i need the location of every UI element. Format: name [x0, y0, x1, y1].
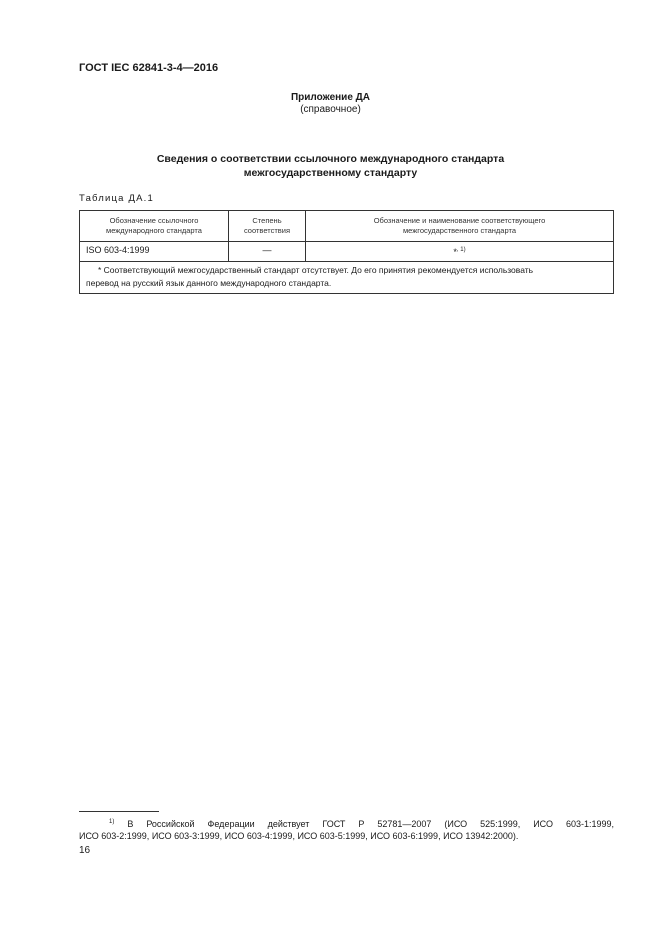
document-code: ГОСТ IEC 62841-3-4—2016 [79, 62, 219, 74]
cell-reference-text: ISO 603-4:1999 [86, 245, 150, 255]
cell-national [306, 242, 614, 262]
footnote-separator [79, 811, 159, 812]
footnote [79, 816, 614, 842]
table-label: Таблица ДА.1 [79, 193, 154, 204]
cell-reference [80, 242, 229, 262]
header-text: международного стандарта [106, 226, 202, 235]
header-text: Степень [252, 216, 282, 225]
annex-title: Приложение ДА [290, 92, 371, 103]
cell-national-text: * [453, 247, 457, 257]
table-note-line2: перевод на русский язык данного международного стандарта. [86, 278, 332, 288]
section-title-line2: межгосударственному стандарту [243, 167, 418, 179]
header-degree [229, 211, 306, 242]
table-row [80, 242, 614, 262]
footnote-line1 [79, 816, 614, 830]
header-reference-standard [80, 211, 229, 242]
header-text: соответствия [243, 226, 291, 235]
footnote-marker: 1) [109, 819, 115, 825]
header-text: Обозначение ссылочного [109, 216, 199, 225]
section-title [0, 152, 661, 180]
footnote-line1-text: В Российской Федерации действует ГОСТ Р 52781—2007 (ИСО 525:1999, ИСО 603-1:1999, [127, 819, 614, 829]
table-header-row [80, 211, 614, 242]
page-number: 16 [79, 845, 91, 856]
table-note-row [80, 262, 614, 294]
correspondence-table [79, 210, 614, 294]
section-title-line1: Сведения о соответствии ссылочного международного стандарта [156, 153, 505, 165]
header-national-standard [306, 211, 614, 242]
cell-degree [229, 242, 306, 262]
table-note [80, 262, 614, 294]
header-text: Обозначение и наименование соответствующего [373, 216, 546, 225]
cell-national-footnote-ref: , 1) [456, 247, 466, 253]
table-note-line1: * Соответствующий межгосударственный стандарт отсутствует. До его принятия рекомендуется использовать [98, 265, 534, 275]
cell-degree-text: — [262, 245, 272, 255]
header-text: межгосударственного стандарта [403, 226, 516, 235]
annex-subtitle: (справочное) [300, 104, 361, 115]
footnote-line2: ИСО 603-2:1999, ИСО 603-3:1999, ИСО 603-4:1999, ИСО 603-5:1999, ИСО 603-6:1999, ИСО 13942:2000). [79, 831, 519, 841]
